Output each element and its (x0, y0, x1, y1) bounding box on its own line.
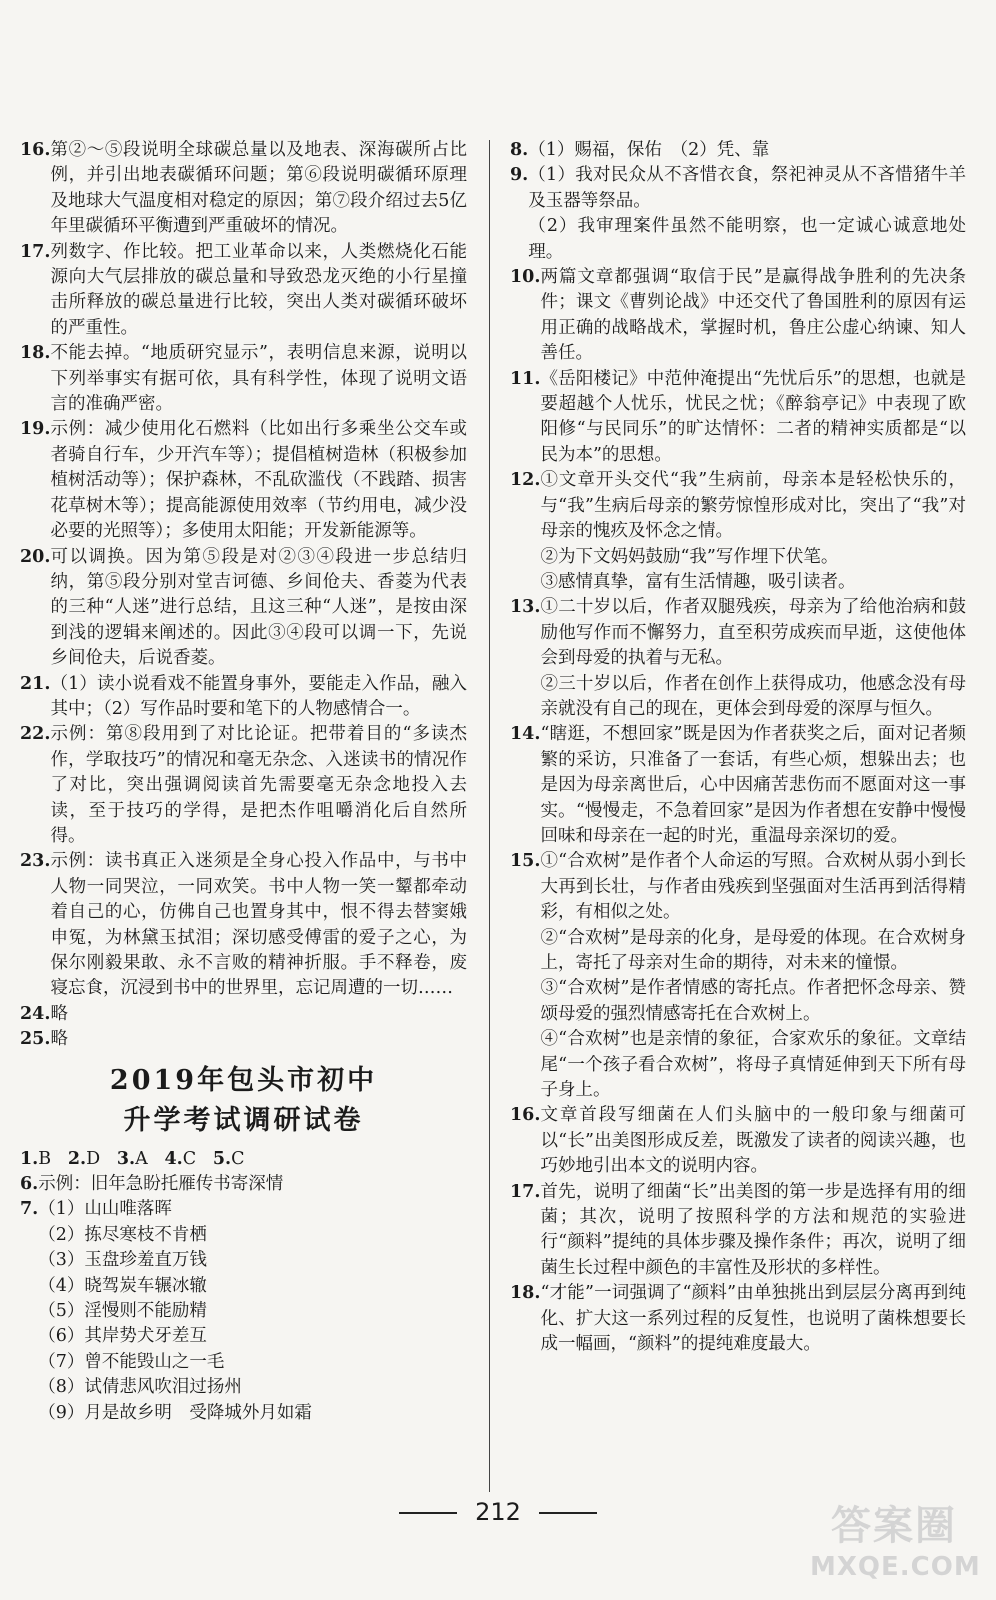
answer-text: 略 (50, 1003, 68, 1024)
answer-line: ①文章开头交代“我”生病前，母亲本是轻松快乐的，与“我”生病后母亲的繁劳惊惶形成对比，突出了“我”对母亲的愧疚及怀念之情。 (540, 470, 966, 542)
answer-item (510, 595, 966, 722)
question-number: 23. (20, 851, 51, 872)
answer-item (510, 849, 966, 1103)
question-number: 8. (510, 140, 529, 160)
question-number: 25. (20, 1029, 51, 1050)
mc-number: 5. (212, 1148, 232, 1169)
mc-answer: A (135, 1148, 148, 1169)
answer-text: 不能去掉。“地质研究显示”，表明信息来源，说明以下列举事实有据可依，具有科学性，体现了说明文语言的准确严密。 (50, 343, 467, 415)
answer-item (510, 1180, 966, 1282)
answer-line: ③“合欢树”是作者情感的寄托点。作者把怀念母亲、赞颂母爱的强烈情感寄托在合欢树上。 (540, 978, 966, 1024)
answer-line: ④“合欢树”也是亲情的象征，合家欢乐的象征。文章结尾“一个孩子看合欢树”，将母子真情延伸到天下所有母子身上。 (540, 1029, 966, 1101)
answer-item (510, 367, 966, 469)
mc-number: 2. (67, 1148, 87, 1169)
page-number-value: 212 (475, 1498, 521, 1526)
site-watermark-logo (810, 1500, 981, 1586)
answer-item (20, 672, 467, 723)
page-number-rule-left (399, 1512, 457, 1514)
question-number: 9. (510, 165, 529, 186)
multiple-choice-answers (20, 1147, 467, 1172)
question-number: 20. (20, 546, 51, 567)
answer-line: ①“合欢树”是作者个人命运的写照。合欢树从弱小到长大再到长壮，与作者由残疾到坚强面对生活再到活得精彩，有相似之处。 (540, 851, 966, 923)
answer-item (20, 545, 467, 672)
answer-text (540, 1281, 966, 1357)
answer-line: ②三十岁以后，作者在创作上获得成功，他感念没有母亲就没有自己的现在，更体会到母爱的深厚与恒久。 (540, 673, 966, 719)
watermark-en: MXQE.COM (810, 1552, 981, 1582)
answer-line: （1）我对民众从不吝惜衣食，祭祀神灵从不吝惜猪牛羊及玉器等祭品。 (528, 165, 966, 211)
question-number: 18. (510, 1283, 541, 1304)
answer-line: ②为下文妈妈鼓励“我”写作埋下伏笔。 (540, 546, 839, 567)
answer-item (20, 1197, 467, 1426)
answer-item (510, 265, 966, 367)
answer-text (540, 722, 966, 849)
watermark-cn: 答案圈 (831, 1503, 957, 1549)
question-number: 16. (510, 1105, 541, 1126)
answer-item (20, 138, 467, 240)
column-divider (489, 140, 490, 1492)
answer-text: （1）读小说看戏不能置身事外，要能走入作品，融入其中；（2）写作品时要和笔下的人物感情合一。 (50, 673, 467, 719)
answer-text (540, 367, 966, 469)
answer-line: “瞎逛，不想回家”既是因为作者获奖之后，面对记者频繁的采访，只准备了一套话，有些心烦，想躲出去；也是因为母亲离世后，心中因痛苦悲伤而不愿面对这一事实。“慢慢走，不急着回家”是因为作者想在安静中慢慢回味和母亲在一起的时光，重温母亲深切的爱。 (540, 724, 966, 846)
answer-text (540, 849, 966, 1103)
answer-item (20, 1002, 467, 1027)
answer-item (20, 849, 467, 1001)
answer-item (510, 722, 966, 849)
question-number: 6. (20, 1174, 39, 1195)
question-number: 17. (20, 241, 51, 262)
mc-number: 3. (116, 1148, 136, 1169)
question-number: 21. (20, 673, 51, 694)
answer-line: （2）我审理案件虽然不能明察，也一定诚心诚意地处理。 (528, 216, 966, 262)
answer-text: 示例：减少使用化石燃料（比如出行多乘坐公交车或者骑自行车，少开汽车等）；提倡植树造林（积极参加植树活动等）；保护森林，不乱砍滥伐（不践踏、损害花草树木等）；提高能源使用效率（节约用电，减少没必要的光照等）；多使用太阳能；开发新能源等。 (50, 419, 467, 542)
poem-line: （3）玉盘珍羞直万钱 (38, 1250, 207, 1271)
mc-answer: C (182, 1148, 197, 1169)
mc-number: 1. (20, 1148, 39, 1169)
section-title-line2: 升学考试调研试卷 (123, 1104, 364, 1136)
poem-line: （7）曾不能毁山之一毛 (38, 1351, 225, 1372)
answer-item (20, 341, 467, 417)
poem-line: （1）山山唯落晖 (38, 1199, 172, 1220)
answer-line: 首先，说明了细菌“长”出美图的第一步是选择有用的细菌；其次，说明了按照科学的方法和规范的实验进行“颜料”提纯的具体步骤及操作条件；再次，说明了细菌生长过程中颜色的丰富性及形状的多样性。 (540, 1181, 966, 1278)
question-number: 17. (510, 1181, 541, 1202)
answer-item (510, 1281, 966, 1357)
answer-item (510, 163, 966, 265)
answer-item (20, 722, 467, 849)
answer-text: 第②～⑤段说明全球碳总量以及地表、深海碳所占比例，并引出地表碳循环问题；第⑥段说明碳循环原理及地球大气温度相对稳定的原因；第⑦段介绍过去5亿年里碳循环平衡遭到严重破坏的情况。 (50, 140, 467, 237)
answer-item (510, 1103, 966, 1179)
answer-text (528, 138, 966, 163)
answer-text: 示例：旧年急盼托雁传书寄深情 (38, 1174, 284, 1195)
answer-text: 略 (50, 1029, 68, 1050)
section-title (20, 1061, 467, 1141)
question-number: 19. (20, 419, 51, 440)
answer-text (540, 595, 966, 722)
answer-line: 《岳阳楼记》中范仲淹提出“先忧后乐”的思想，也就是要超越个人忧乐，忧民之忧；《醉翁亭记》中表现了欧阳修“与民同乐”的旷达情怀：二者的精神实质都是“以民为本”的思想。 (540, 368, 966, 465)
poem-lines (38, 1197, 467, 1426)
left-column (20, 138, 467, 1426)
answer-text (540, 1103, 966, 1179)
answer-text (540, 265, 966, 367)
answer-text: 示例：第⑧段用到了对比论证。把带着目的“多读杰作，学取技巧”的情况和毫无杂念、入迷读书的情况作了对比，突出强调阅读首先需要毫无杂念地投入去读，至于技巧的学得，是把杰作咀嚼消化后自然所得。 (50, 724, 467, 846)
poem-line: （2）拣尽寒枝不肯栖 (38, 1224, 207, 1245)
question-number: 24. (20, 1003, 51, 1024)
answer-item (20, 240, 467, 342)
answer-text: 可以调换。因为第⑤段是对②③④段进一步总结归纳，第⑤段分别对堂吉诃德、乡间伧夫、香菱为代表的三种“人迷”进行总结，且这三种“人迷”，是按由深到浅的逻辑来阐述的。因此③④段可以调一下，先说乡间伧夫，后说香菱。 (50, 546, 467, 669)
answer-text (540, 1180, 966, 1282)
answer-item (510, 138, 966, 163)
mc-answer: D (86, 1148, 101, 1169)
answer-item (20, 1172, 467, 1197)
answer-line: ②“合欢树”是母亲的化身，是母爱的体现。在合欢树身上，寄托了母亲对生命的期待，对未来的憧憬。 (540, 927, 966, 973)
question-number: 16. (20, 140, 51, 160)
answer-line: 两篇文章都强调“取信于民”是赢得战争胜利的先决条件；课文《曹刿论战》中还交代了鲁国胜利的原因有运用正确的战略战术，掌握时机，鲁庄公虚心纳谏、知人善任。 (540, 267, 966, 364)
poem-line: （6）其岸势犬牙差互 (38, 1326, 207, 1347)
answer-line: “才能”一词强调了“颜料”由单独挑出到层层分离再到纯化、扩大这一系列过程的反复性，也说明了菌株想要长成一幅画，“颜料”的提纯难度最大。 (540, 1283, 966, 1355)
answer-line: 文章首段写细菌在人们头脑中的一般印象与细菌可以“长”出美图形成反差，既激发了读者的阅读兴趣，也巧妙地引出本文的说明内容。 (540, 1105, 966, 1177)
answer-text (540, 468, 966, 595)
question-number: 10. (510, 267, 541, 288)
poem-line: （4）晓驾炭车辗冰辙 (38, 1275, 207, 1296)
answer-line: ①二十岁以后，作者双腿残疾，母亲为了给他治病和鼓励他写作而不懈努力，直至积劳成疾而早逝，这使他体会到母爱的执着与无私。 (540, 597, 966, 669)
question-number: 13. (510, 597, 541, 618)
answer-text: 示例：读书真正入迷须是全身心投入作品中，与书中人物一同哭泣，一同欢笑。书中人物一笑一颦都牵动着自己的心，仿佛自己也置身其中，恨不得去替窦娥申冤，为林黛玉拭泪；深切感受傅雷的爱子之心，为保尔刚毅果敢、永不言败的精神折服。手不释卷，废寝忘食，沉浸到书中的世界里，忘记周遭的一切…… (50, 851, 467, 999)
poem-line: （8）试倩悲风吹泪过扬州 (38, 1377, 242, 1398)
question-number: 7. (20, 1199, 39, 1220)
section-title-line1: 2019年包头市初中 (109, 1064, 378, 1096)
answer-item (510, 468, 966, 595)
answer-line: ③感情真挚，富有生活情趣，吸引读者。 (540, 571, 856, 592)
answer-item (20, 417, 467, 544)
mc-answer: C (231, 1148, 245, 1169)
poem-line: （9）月是故乡明 受降城外月如霜 (38, 1402, 312, 1423)
answer-line: （1）赐福，保佑 （2）凭、靠 (528, 140, 770, 160)
poem-line: （5）淫慢则不能励精 (38, 1301, 207, 1322)
answer-item (20, 1027, 467, 1052)
question-number: 12. (510, 470, 541, 491)
question-number: 15. (510, 851, 541, 872)
mc-answer: B (38, 1148, 52, 1169)
answer-text: 列数字、作比较。把工业革命以来，人类燃烧化石能源向大气层排放的碳总量和导致恐龙灭绝的小行星撞击所释放的碳总量进行比较，突出人类对碳循环破坏的严重性。 (50, 241, 467, 338)
mc-number: 4. (164, 1148, 183, 1169)
question-number: 14. (510, 724, 541, 745)
page-number-rule-right (539, 1512, 597, 1514)
question-number: 22. (20, 724, 51, 745)
question-number: 18. (20, 343, 51, 364)
right-column (510, 138, 966, 1358)
question-number: 11. (510, 368, 541, 389)
answer-text (528, 163, 966, 265)
